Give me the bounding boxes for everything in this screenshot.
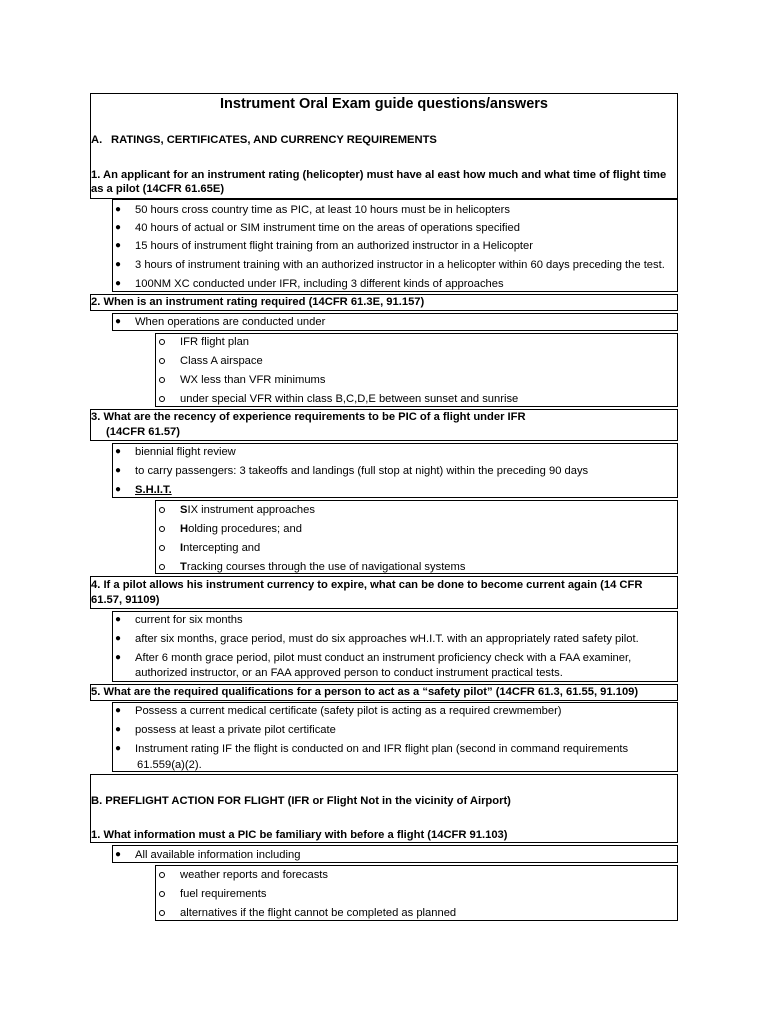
q3-sub-2-letter: H <box>180 523 189 535</box>
question-2-line1: 2. When is an instrument rating required (14CFR 61.3E, 91.157) <box>91 296 425 308</box>
bullet-icon: ● <box>115 652 122 663</box>
q2-sub-2: Class A airspace <box>180 355 263 367</box>
q5-item-1: Possess a current medical certificate (safety pilot is acting as a required crewmember) <box>135 705 562 717</box>
q3-sub-3-letter: I <box>180 542 184 554</box>
bullet-icon: ● <box>115 259 122 270</box>
q4-item-3-continued: authorized instructor, or an FAA approved person to conduct instrument practical tests. <box>135 667 563 679</box>
question-1-line1: 1. An applicant for an instrument rating (helicopter) must have al east how much and what time of flight time <box>91 169 667 181</box>
q3-sub-1-letter: S <box>180 504 188 516</box>
question-3-line1: 3. What are the recency of experience requirements to be PIC of a flight under IFR <box>91 411 526 423</box>
circle-bullet-icon <box>159 891 165 897</box>
bullet-icon: ● <box>115 446 122 457</box>
qb1-item: All available information including <box>135 849 301 861</box>
q5-item-3-continued: 61.559(a)(2). <box>137 759 202 771</box>
circle-bullet-icon <box>159 377 165 383</box>
bullet-icon: ● <box>115 278 122 289</box>
q3-sub-3 <box>180 541 260 555</box>
qb1-sub-3: alternatives if the flight cannot be completed as planned <box>180 907 457 919</box>
q2-sub-3: WX less than VFR minimums <box>180 374 326 386</box>
q3-sub-1 <box>180 503 315 517</box>
q2-sub-4: under special VFR within class B,C,D,E between sunset and sunrise <box>180 393 519 405</box>
section-b-heading: B. PREFLIGHT ACTION FOR FLIGHT (IFR or Flight Not in the vicinity of Airport) <box>91 795 511 807</box>
bullet-icon: ● <box>115 484 122 495</box>
q4-item-1: current for six months <box>135 614 243 626</box>
q5-item-2: possess at least a private pilot certificate <box>135 724 336 736</box>
bullet-icon: ● <box>115 465 122 476</box>
circle-bullet-icon <box>159 396 165 402</box>
circle-bullet-icon <box>159 545 165 551</box>
q3-sub-4 <box>180 560 465 574</box>
q5-item-3: Instrument rating IF the flight is conducted on and IFR flight plan (second in command requirements <box>135 743 629 755</box>
q3-item-3: S.H.I.T. <box>135 484 172 496</box>
q2-sub-1: IFR flight plan <box>180 336 250 348</box>
question-4-line1: 4. If a pilot allows his instrument currency to expire, what can be done to become current again (14 CFR <box>91 579 643 591</box>
circle-bullet-icon <box>159 339 165 345</box>
question-5-line1: 5. What are the required qualifications for a person to act as a “safety pilot” (14CFR 61.3, 61.55, 91.109) <box>91 686 639 698</box>
q3-sub-2 <box>180 522 302 536</box>
q1-item-3: 15 hours of instrument flight training from an authorized instructor in a Helicopter <box>135 240 533 252</box>
q1-item-2: 40 hours of actual or SIM instrument time on the areas of operations specified <box>135 222 520 234</box>
bullet-icon: ● <box>115 633 122 644</box>
q3-item-1: biennial flight review <box>135 446 236 458</box>
bullet-icon: ● <box>115 743 122 754</box>
bullet-icon: ● <box>115 614 122 625</box>
section-a-letter: A. <box>91 134 103 146</box>
q2-item: When operations are conducted under <box>135 316 326 328</box>
q4-item-3: After 6 month grace period, pilot must conduct an instrument proficiency check with a FAA examiner, <box>135 652 632 664</box>
bullet-icon: ● <box>115 204 122 215</box>
bullet-icon: ● <box>115 222 122 233</box>
page-title: Instrument Oral Exam guide questions/answers <box>220 96 548 112</box>
q1-item-5: 100NM XC conducted under IFR, including 3 different kinds of approaches <box>135 278 504 290</box>
bullet-icon: ● <box>115 316 122 327</box>
question-1-line2: as a pilot (14CFR 61.65E) <box>91 183 225 195</box>
q3-sub-4-rest: racking courses through the use of navigational systems <box>186 561 466 573</box>
q3-sub-1-rest: IX instrument approaches <box>187 504 315 516</box>
bullet-icon: ● <box>115 240 122 251</box>
circle-bullet-icon <box>159 358 165 364</box>
q3-item-2: to carry passengers: 3 takeoffs and landings (full stop at night) within the preceding 90 days <box>135 465 589 477</box>
qb1-sub-2: fuel requirements <box>180 888 267 900</box>
question-4-line2: 61.57, 91109) <box>91 594 160 606</box>
q3-sub-4-letter: T <box>180 561 187 573</box>
question-b1-line1: 1. What information must a PIC be familiary with before a flight (14CFR 91.103) <box>91 829 508 841</box>
q3-sub-2-rest: olding procedures; and <box>188 523 302 535</box>
bullet-icon: ● <box>115 724 122 735</box>
circle-bullet-icon <box>159 872 165 878</box>
section-a-heading: RATINGS, CERTIFICATES, AND CURRENCY REQUIREMENTS <box>111 134 437 146</box>
q1-item-1: 50 hours cross country time as PIC, at least 10 hours must be in helicopters <box>135 204 510 216</box>
bullet-icon: ● <box>115 705 122 716</box>
q4-item-2: after six months, grace period, must do six approaches wH.I.T. with an appropriately rated safety pilot. <box>135 633 639 645</box>
circle-bullet-icon <box>159 910 165 916</box>
q3-sub-3-rest: ntercepting and <box>183 542 261 554</box>
circle-bullet-icon <box>159 564 165 570</box>
qb1-sub-1: weather reports and forecasts <box>180 869 328 881</box>
circle-bullet-icon <box>159 507 165 513</box>
bullet-icon: ● <box>115 849 122 860</box>
circle-bullet-icon <box>159 526 165 532</box>
question-3-line2: (14CFR 61.57) <box>106 426 180 438</box>
q1-item-4: 3 hours of instrument training with an authorized instructor in a helicopter within 60 days preceding the test. <box>135 259 665 271</box>
